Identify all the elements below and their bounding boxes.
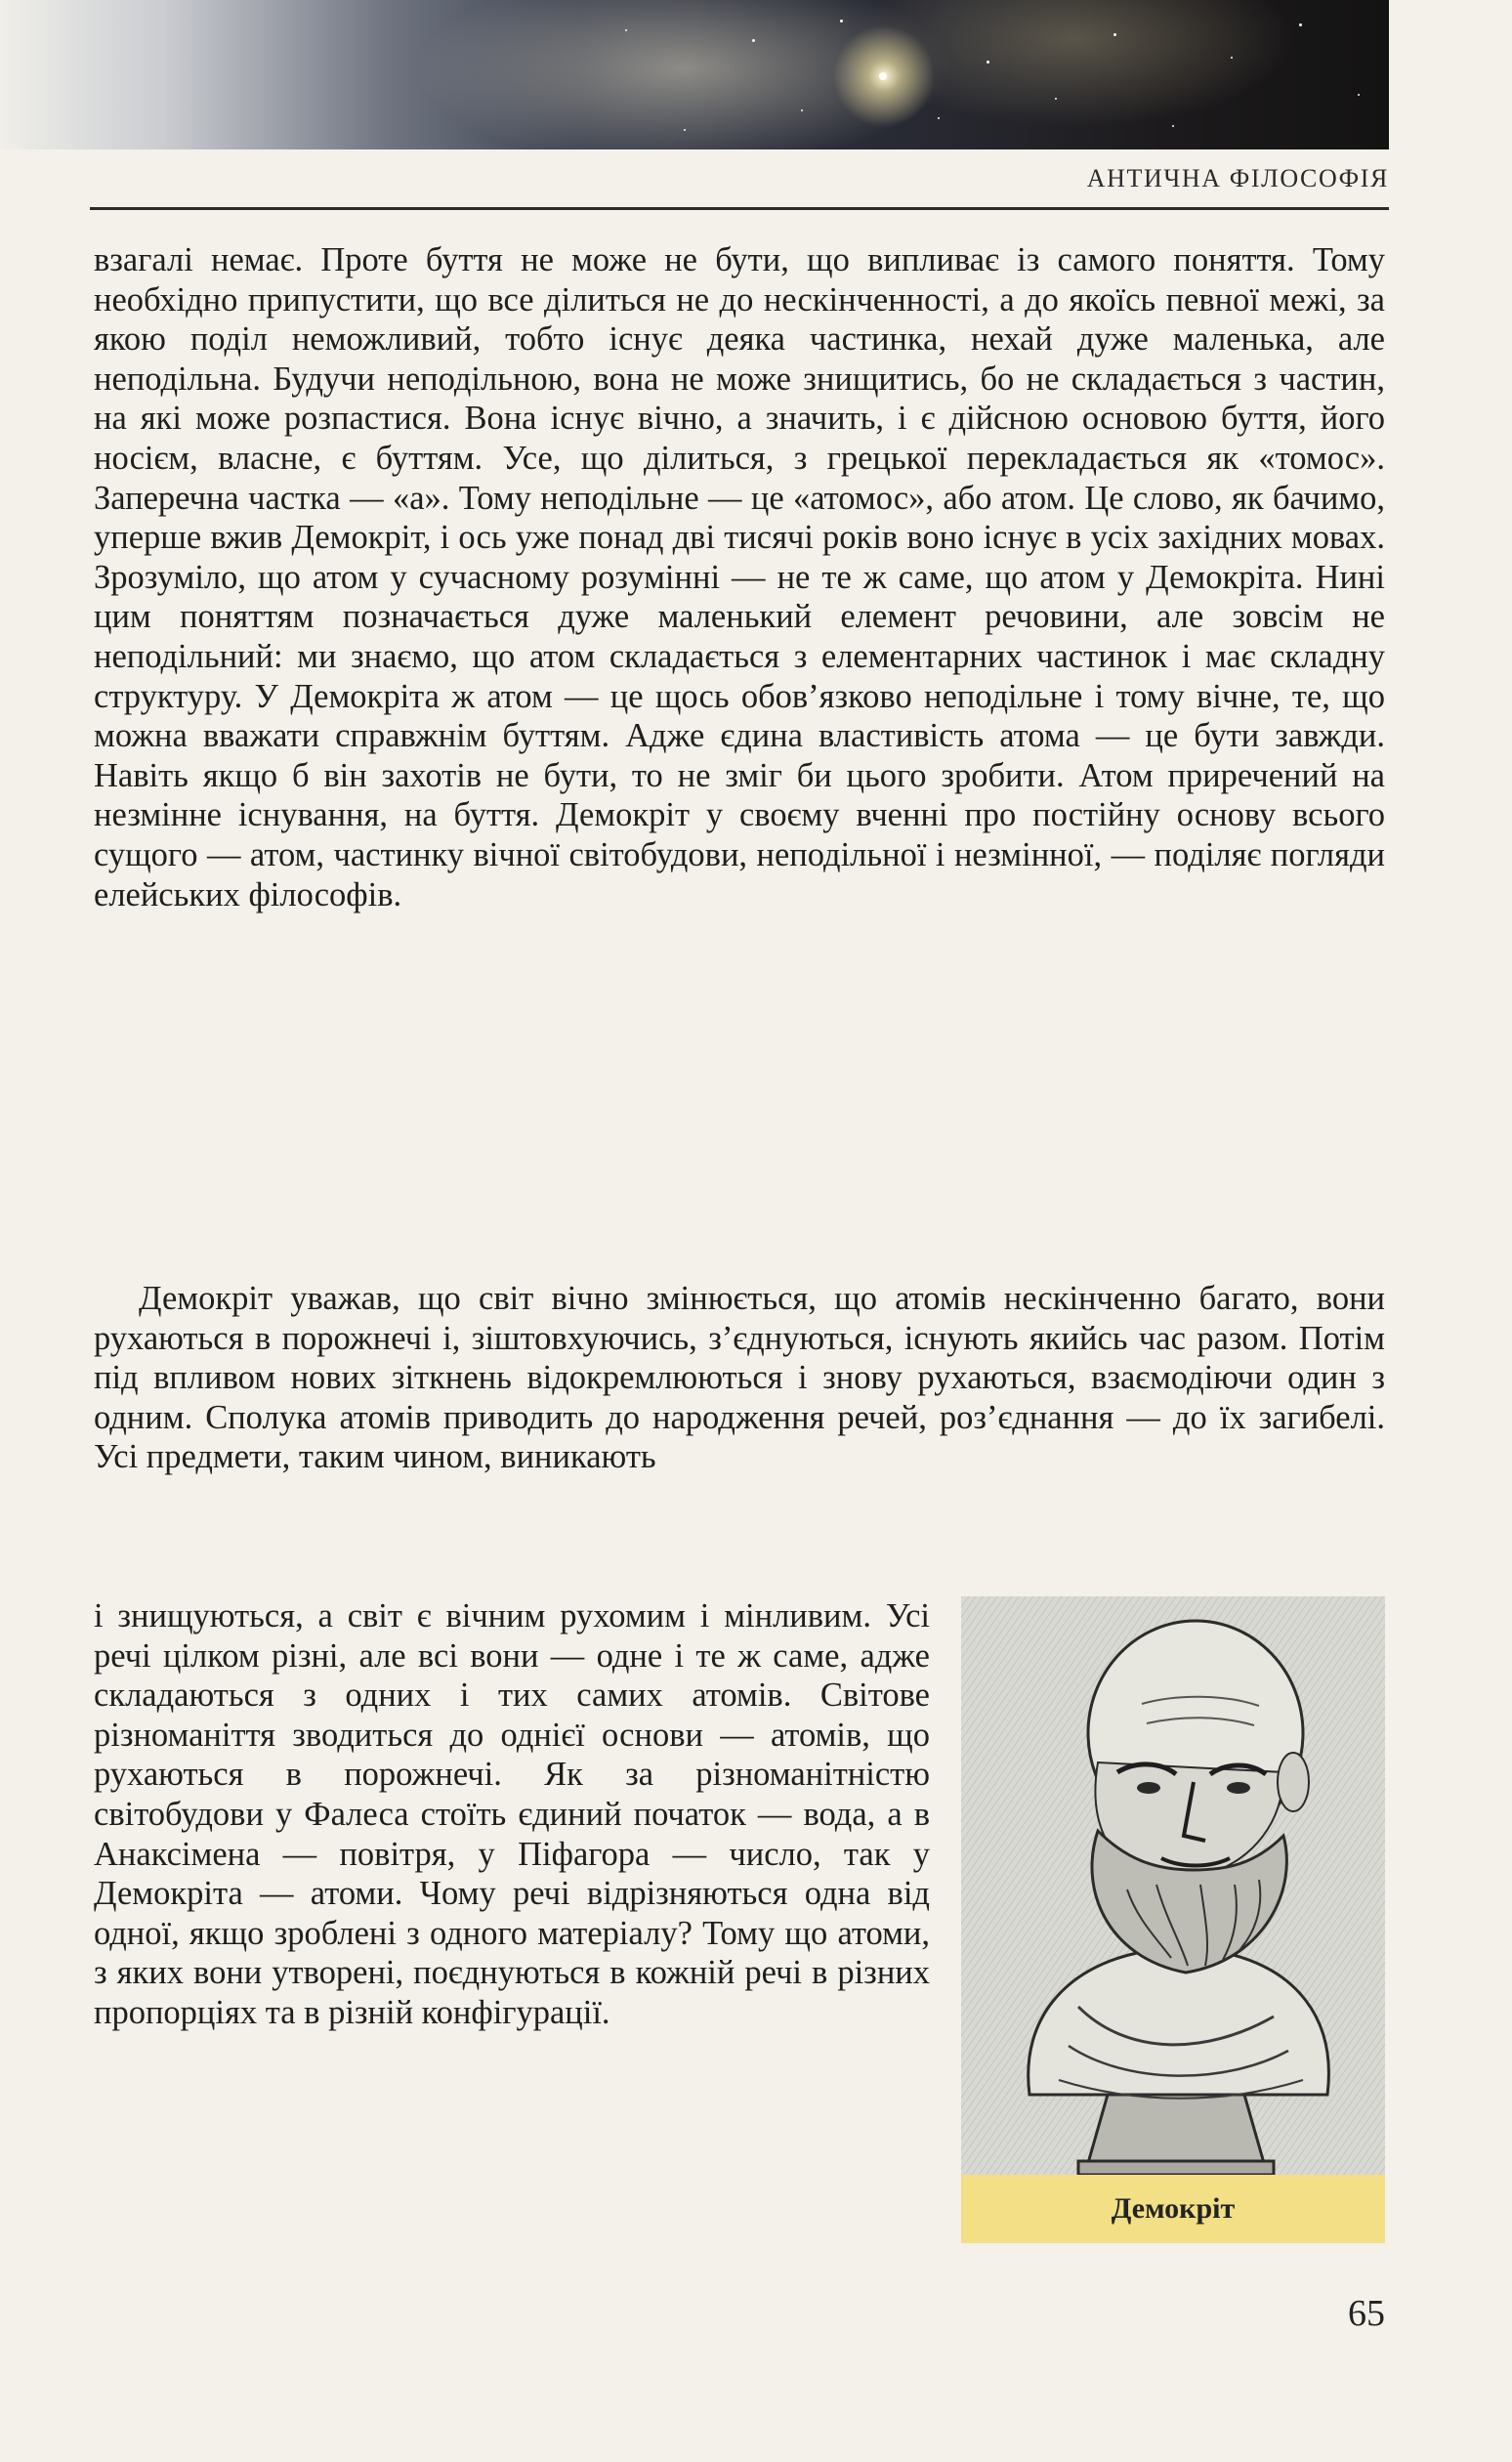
figure-caption	[961, 2175, 1385, 2243]
paragraph-atom-definition: взагалі немає. Проте буття не може не бути, що випливає із самого поняття. Тому необхідно припустити, що все ділиться не до нескінченності, а до якоїсь певної межі, за якою поділ неможливий, тобто існує деяка частинка, нехай дуже маленька, але неподільна. Будучи неподільною, вона не може знищитись, бо не складається з частин, на які може розпастися. Вона існує вічно, а значить, і є дійсною основою буття, його носієм, власне, є буттям. Усе, що ділиться, з грецької перекладається як «томос». Заперечна частка — «а». Тому неподільне — це «атомос», або атом. Це слово, як бачимо, уперше вжив Демокріт, і ось уже понад дві тисячі років воно існує в усіх західних мовах. Зрозуміло, що атом у сучасному розумінні — не те ж саме, що атом у Демокріта. Нині цим поняттям позначається дуже маленький елемент речовини, але зовсім не неподільний: ми знаємо, що атом складається з елементарних частинок і має складну структуру. У Демокріта ж атом — це щось обов’язково неподільне і тому вічне, те, що можна вважати справжнім буттям. Адже єдина властивість атома — це бути завжди. Навіть якщо б він захотів не бути, то не зміг би цього зробити. Атом приречений на незмінне існування, на буття. Демокріт у своєму вченні про постійну основу всього сущого — атом, частинку вічної світобудови, неподільної і незмінної, — поділяє погляди елейських філософів.	[94, 241, 1385, 913]
bust-engraving	[961, 1596, 1385, 2179]
caption-text: Демокріт	[1111, 2192, 1236, 2225]
section-title: АНТИЧНА ФІЛОСОФІЯ	[1086, 164, 1389, 192]
democritus-bust-image	[961, 1596, 1385, 2179]
paragraph-world-diversity: і знищуються, а світ є вічним рухомим і мінливим. Усі речі цілком різні, але всі вони — одне і те ж саме, адже складаються з одних і тих самих атомів. Світове різноманіття зводиться до однієї основи — атомів, що рухаються в порожнечі. Як за різноманітністю світобудови у Фалеса стоїть єдиний початок — вода, а в Анаксімена — повітря, у Піфагора — число, так у Демокріта — атоми. Чому речі відрізняються одна від одної, якщо зроблені з одного матеріалу? Тому що атоми, з яких вони утворені, поєднуються в кожній речі в різних пропорціях та в різній конфігурації.	[94, 1597, 930, 2031]
page-number: 65	[1348, 2293, 1385, 2334]
starry-sky-banner	[0, 0, 1389, 149]
header-divider	[90, 207, 1389, 210]
paragraph-world-changes: Демокріт уважав, що світ вічно змінюється, що атомів нескінченно багато, вони рухаються в порожнечі і, зіштовхуючись, з’єднуються, існують якийсь час разом. Потім під впливом нових зіткнень відокремлюються і знову рухаються, взаємодіючи один з одним. Сполука атомів приводить до народження речей, роз’єднання — до їх загибелі. Усі предмети, таким чином, виникають	[94, 1280, 1385, 1476]
